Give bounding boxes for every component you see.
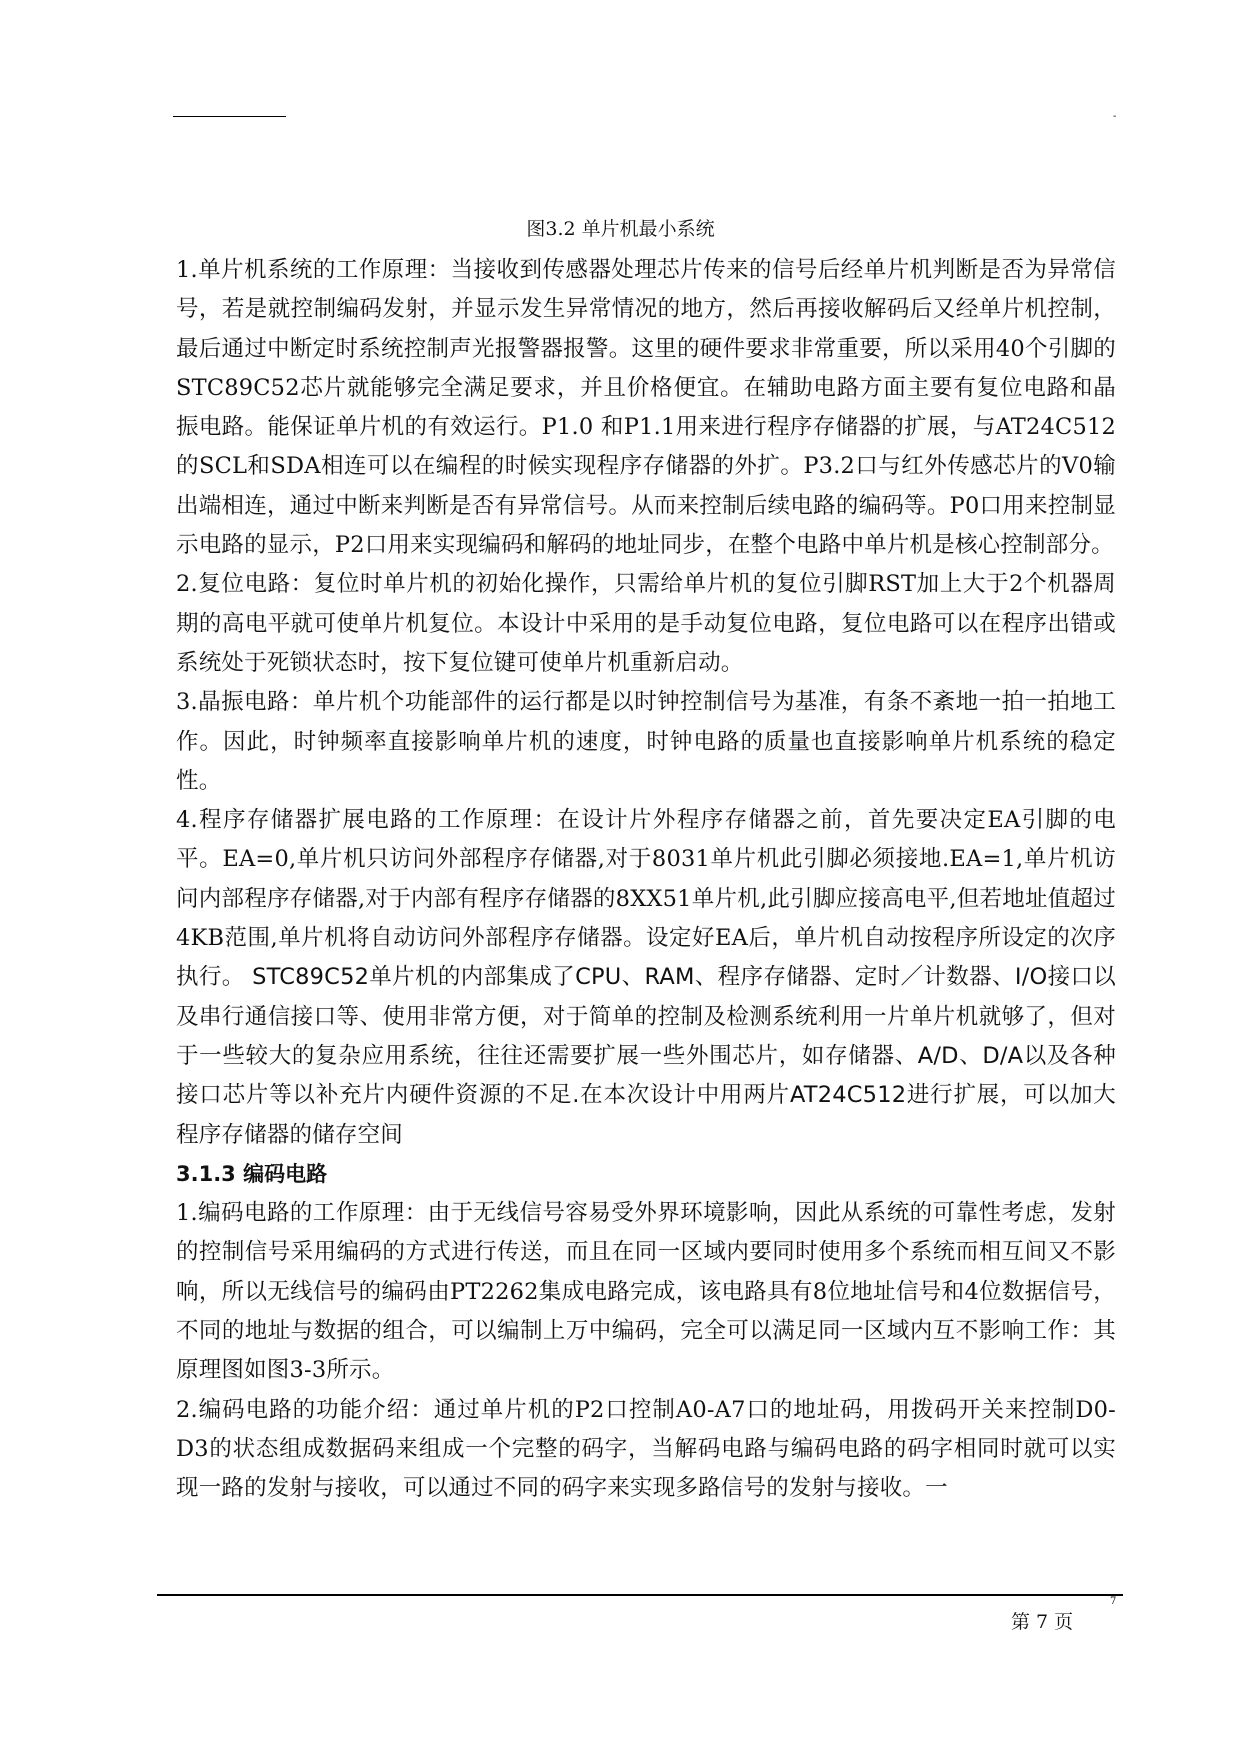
footer-tick: 7 — [1110, 1596, 1117, 1607]
paragraph-mcu-principle: 1.单片机系统的工作原理：当接收到传感器处理芯片传来的信号后经单片机判断是否为异常信号，若是就控制编码发射，并显示发生异常情况的地方，然后再接收解码后又经单片机控制，最后通过中断定时系统控制声光报警器报警。这里的硬件要求非常重要，所以采用40个引脚的STC89C52芯片就能够完全满足要求，并且价格便宜。在辅助电路方面主要有复位电路和晶振电路。能保证单片机的有效运行。P1.0 和P1.1用来进行程序存储器的扩展，与AT24C512的SCL和SDA相连可以在编程的时候实现程序存储器的外扩。P3.2口与红外传感芯片的V0输出端相连，通过中断来判断是否有异常信号。从而来控制后续电路的编码等。P0口用来控制显示电路的显示，P2口用来实现编码和解码的地址同步，在整个电路中单片机是核心控制部分。 — [176, 257, 1116, 559]
document-body — [176, 251, 1116, 1509]
paragraph-encoder-function: 2.编码电路的功能介绍：通过单片机的P2口控制A0-A7口的地址码，用拨码开关来控制D0-D3的状态组成数据码来组成一个完整的码字，当解码电路与编码电路的码字相同时就可以实现一路的发射与接收，可以通过不同的码字来实现多路信号的发射与接收。一 — [176, 1396, 1116, 1502]
page-number: 第 7 页 — [1011, 1611, 1074, 1633]
section-heading: 3.1.3 编码电路 — [176, 1161, 328, 1186]
paragraph-encoder-principle: 1.编码电路的工作原理：由于无线信号容易受外界环境影响，因此从系统的可靠性考虑，发射的控制信号采用编码的方式进行传送，而且在同一区域内要同时使用多个系统而相互间又不影响，所以无线信号的编码由PT2262集成电路完成，该电路具有8位地址信号和4位数据信号，不同的地址与数据的组合，可以编制上万中编码，完全可以满足同一区域内互不影响工作：其原理图如图3-3所示。 — [176, 1200, 1116, 1384]
memory-expansion-part1: 4.程序存储器扩展电路的工作原理：在设计片外程序存储器之前，首先要决定EA引脚的电平。EA=0,单片机只访问外部程序存储器,对于8031单片机此引脚必须接地.EA=1,单片机访问内部程序存储器,对于内部有程序存储器的8XX51单片机,此引脚应接高电平,但若地址值超过4KB范围,单片机将自动访问外部程序存储器。设定好EA后，单片机自动按程序所设定的次序执行。 — [176, 807, 1116, 991]
paragraph-reset-circuit: 2.复位电路：复位时单片机的初始化操作，只需给单片机的复位引脚RST加上大于2个机器周期的高电平就可使单片机复位。本设计中采用的是手动复位电路，复位电路可以在程序出错或系统处于死锁状态时，按下复位键可使单片机重新启动。 — [176, 571, 1116, 676]
figure-caption: 图3.2 单片机最小系统 — [526, 218, 715, 240]
header-mark: - — [1113, 111, 1117, 122]
footer-rule — [157, 1594, 1123, 1596]
paragraph-memory-expansion — [176, 801, 1116, 1155]
paragraph-oscillator-circuit: 3.晶振电路：单片机个功能部件的运行都是以时钟控制信号为基准，有条不紊地一拍一拍地工作。因此，时钟频率直接影响单片机的速度，时钟电路的质量也直接影响单片机系统的稳定性。 — [176, 689, 1116, 794]
header-rule — [173, 116, 286, 117]
memory-expansion-part2: STC89C52单片机的内部集成了CPU、RAM、程序存储器、定时／计数器、I/O接口以及串行通信接口等、使用非常方便，对于简单的控制及检测系统利用一片单片机就够了，但对于一些较大的复杂应用系统，往往还需要扩展一些外围芯片，如存储器、A/D、D/A以及各种接口芯片等以补充片内硬件资源的不足.在本次设计中用两片AT24C512进行扩展，可以加大程序存储器的储存空间 — [176, 964, 1117, 1148]
